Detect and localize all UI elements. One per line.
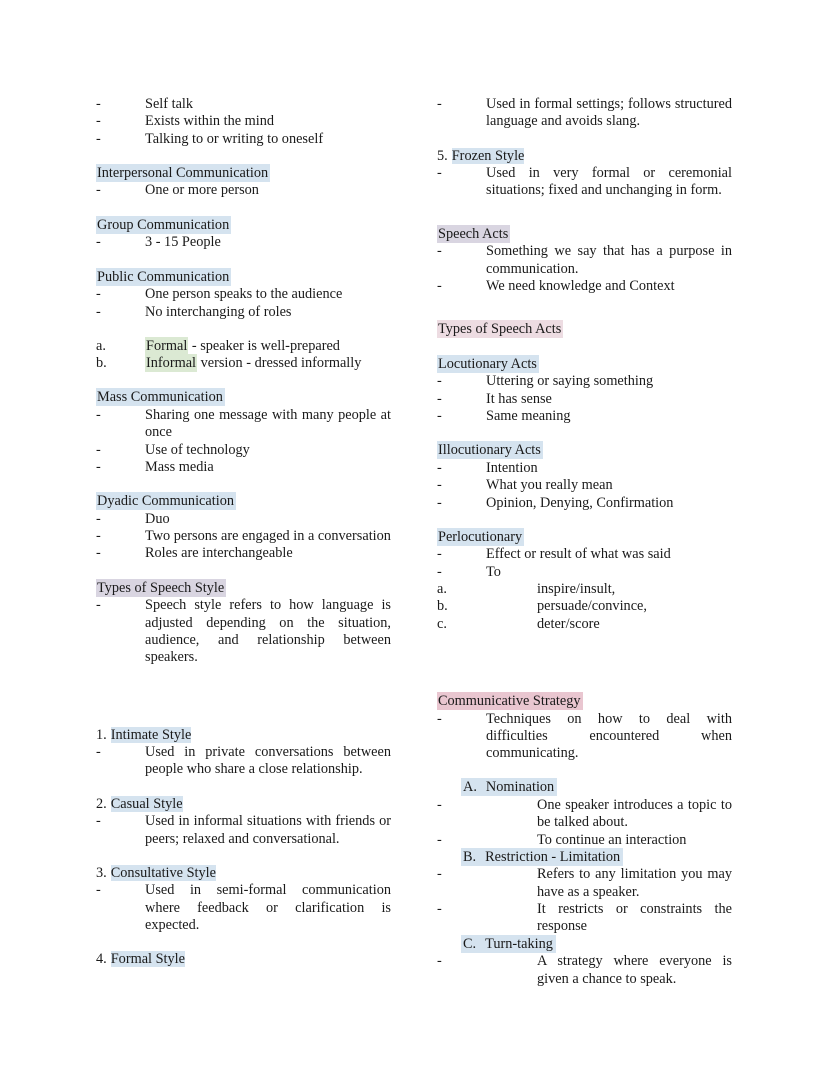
list-item-text: Talking to or writing to oneself xyxy=(145,130,324,147)
list-item-rest: version - dressed informally xyxy=(197,355,362,372)
spacer xyxy=(96,252,391,269)
list-item xyxy=(437,165,732,200)
list-item xyxy=(437,711,732,763)
heading-interpersonal-communication xyxy=(96,165,391,183)
spacer xyxy=(96,667,391,727)
list-item-text xyxy=(145,338,391,355)
dyadic-bullet-list xyxy=(96,511,391,563)
list-item xyxy=(96,744,391,779)
heading-text: Speech Acts xyxy=(438,225,509,242)
list-item-text: deter/score xyxy=(537,615,600,632)
spacer xyxy=(437,633,732,693)
list-item-text: To continue an interaction xyxy=(537,831,687,848)
dash-marker: - xyxy=(96,96,101,112)
list-item-text: Duo xyxy=(145,510,170,527)
list-item-text: Techniques on how to deal with difficulties encountered when communicating. xyxy=(486,710,732,762)
public-bullet-list xyxy=(96,286,391,321)
list-item-text: Exists within the mind xyxy=(145,113,275,130)
perlocutionary-lettered-list xyxy=(437,581,732,633)
list-item-text xyxy=(145,355,391,372)
list-item xyxy=(96,131,391,148)
spacer xyxy=(437,200,732,226)
dash-marker: - xyxy=(96,234,101,251)
list-item-text: One or more person xyxy=(145,182,259,199)
heading-frozen-style xyxy=(437,148,732,166)
dash-marker: - xyxy=(96,510,101,527)
spacer xyxy=(437,131,732,148)
style-number: 5. xyxy=(437,147,448,164)
formal-style-bullet-list xyxy=(437,96,732,131)
list-item xyxy=(437,581,732,598)
letter-marker: a. xyxy=(437,581,447,598)
dash-marker: - xyxy=(96,441,101,458)
heading-mass-communication xyxy=(96,389,391,407)
list-item-text: Used in semi-formal communication where feedback or clarification is expected. xyxy=(145,882,391,934)
dash-marker: - xyxy=(437,477,442,494)
list-item xyxy=(96,304,391,321)
speech-acts-bullet-list xyxy=(437,243,732,295)
public-lettered-list xyxy=(96,338,391,373)
list-item xyxy=(437,901,732,936)
list-item-text: No interchanging of roles xyxy=(145,303,292,320)
heading-text: Public Communication xyxy=(97,268,230,285)
list-item-text: Sharing one message with many people at once xyxy=(145,407,391,441)
dash-marker: - xyxy=(96,528,101,545)
list-item xyxy=(437,832,732,849)
letter-marker: b. xyxy=(96,355,107,372)
heading-text: Locutionary Acts xyxy=(438,355,537,372)
dash-marker: - xyxy=(437,243,442,260)
list-item-text: Uttering or saying something xyxy=(486,373,654,390)
dash-marker: - xyxy=(437,96,442,112)
right-column xyxy=(437,96,732,988)
list-item xyxy=(96,528,391,545)
dash-marker: - xyxy=(437,390,442,407)
heading-speech-acts xyxy=(437,226,732,244)
heading-dyadic-communication xyxy=(96,493,391,511)
strategy-letter: C. xyxy=(463,935,477,952)
strategy-label xyxy=(461,848,623,866)
locutionary-bullet-list xyxy=(437,373,732,425)
heading-types-of-speech-acts xyxy=(437,321,732,339)
spacer xyxy=(437,425,732,442)
list-item xyxy=(96,545,391,562)
list-item xyxy=(96,882,391,934)
dash-marker: - xyxy=(437,165,442,182)
spacer xyxy=(96,779,391,796)
dash-marker: - xyxy=(96,303,101,320)
list-item-rest: - speaker is well-prepared xyxy=(188,337,340,354)
spacer xyxy=(437,339,732,356)
list-item xyxy=(437,460,732,477)
heading-text: Frozen Style xyxy=(451,147,525,164)
heading-text: Illocutionary Acts xyxy=(438,442,541,459)
restriction-bullet-list xyxy=(437,866,732,935)
style-number: 1. xyxy=(96,726,107,743)
spacer xyxy=(437,762,732,779)
spacer xyxy=(96,321,391,338)
strategy-name: Restriction - Limitation xyxy=(485,848,621,865)
dash-marker: - xyxy=(96,130,101,147)
list-item xyxy=(96,182,391,199)
mass-bullet-list xyxy=(96,407,391,476)
list-item xyxy=(437,866,732,901)
list-item-text: Speech style refers to how language is adjusted depending on the situation, audience, and relationship between speakers. xyxy=(145,597,391,666)
list-item xyxy=(96,355,391,372)
dash-marker: - xyxy=(437,494,442,511)
types-of-speech-style-bullet-list xyxy=(96,597,391,666)
intimate-style-bullet-list xyxy=(96,744,391,779)
highlighted-term: Informal xyxy=(146,355,197,372)
list-item-text: One speaker introduces a topic to be talked about. xyxy=(537,796,732,831)
list-item-text: Roles are interchangeable xyxy=(145,545,293,562)
heading-communicative-strategy xyxy=(437,693,732,711)
list-item xyxy=(96,407,391,442)
list-item xyxy=(437,616,732,633)
consultative-style-bullet-list xyxy=(96,882,391,934)
strategy-label xyxy=(461,935,556,953)
dash-marker: - xyxy=(437,710,442,727)
list-item-text: Self talk xyxy=(145,96,194,112)
heading-text: Communicative Strategy xyxy=(438,692,581,709)
dash-marker: - xyxy=(96,882,101,899)
dash-marker: - xyxy=(437,796,442,813)
style-number: 3. xyxy=(96,864,107,881)
dash-marker: - xyxy=(96,286,101,303)
dash-marker: - xyxy=(437,373,442,390)
dash-marker: - xyxy=(96,113,101,130)
list-item xyxy=(96,442,391,459)
heading-text: Intimate Style xyxy=(110,726,192,743)
list-item-text: Effect or result of what was said xyxy=(486,546,671,563)
heading-text: Mass Communication xyxy=(97,389,223,406)
heading-text: Group Communication xyxy=(97,216,230,233)
heading-text: Dyadic Communication xyxy=(97,493,234,510)
spacer xyxy=(437,512,732,529)
heading-text: Casual Style xyxy=(110,795,183,812)
list-item xyxy=(437,495,732,512)
dash-marker: - xyxy=(437,563,442,580)
heading-intimate-style xyxy=(96,727,391,745)
spacer xyxy=(96,563,391,580)
heading-text: Perlocutionary xyxy=(438,528,523,545)
list-item xyxy=(96,597,391,666)
heading-text: Formal Style xyxy=(110,951,185,968)
dash-marker: - xyxy=(437,831,442,848)
strategy-name: Turn-taking xyxy=(485,935,553,952)
dash-marker: - xyxy=(96,545,101,562)
list-item-text: Used in private conversations between people who share a close relationship. xyxy=(145,744,391,778)
turn-taking-bullet-list xyxy=(437,953,732,988)
dash-marker: - xyxy=(96,813,101,830)
list-item xyxy=(437,797,732,832)
highlighted-term: Formal xyxy=(146,337,188,354)
dash-marker: - xyxy=(96,407,101,424)
list-item-text: Used in formal settings; follows structured language and avoids slang. xyxy=(486,96,732,130)
nomination-bullet-list xyxy=(437,797,732,849)
list-item-text: Used in informal situations with friends or peers; relaxed and conversational. xyxy=(145,813,391,847)
list-item-text: One person speaks to the audience xyxy=(145,286,343,303)
letter-marker: a. xyxy=(96,337,106,354)
list-item-text: 3 - 15 People xyxy=(145,234,221,251)
interpersonal-bullet-list xyxy=(96,182,391,199)
spacer xyxy=(96,148,391,165)
list-item xyxy=(96,96,391,113)
list-item xyxy=(437,477,732,494)
list-item xyxy=(96,511,391,528)
spacer xyxy=(96,200,391,217)
heading-text: Interpersonal Communication xyxy=(97,164,269,181)
list-item xyxy=(437,243,732,278)
list-item-text: Refers to any limitation you may have as a speaker. xyxy=(537,866,732,900)
list-item xyxy=(96,286,391,303)
dash-marker: - xyxy=(437,459,442,476)
dash-marker: - xyxy=(437,546,442,563)
heading-public-communication xyxy=(96,269,391,287)
casual-style-bullet-list xyxy=(96,813,391,848)
list-item-text: Something we say that has a purpose in communication. xyxy=(486,243,732,277)
list-item-text: We need knowledge and Context xyxy=(486,277,675,294)
heading-strategy-nomination xyxy=(437,779,732,797)
strategy-label xyxy=(461,778,557,796)
list-item-text: To xyxy=(486,563,501,580)
list-item xyxy=(437,278,732,295)
heading-text: Consultative Style xyxy=(110,864,216,881)
spacer xyxy=(96,372,391,389)
dash-marker: - xyxy=(437,408,442,425)
style-number: 4. xyxy=(96,951,107,968)
strategy-name: Nomination xyxy=(485,779,555,796)
list-item xyxy=(437,546,732,563)
list-item xyxy=(96,234,391,251)
dash-marker: - xyxy=(437,277,442,294)
list-item-text: It has sense xyxy=(486,390,552,407)
illocutionary-bullet-list xyxy=(437,460,732,512)
list-item-text: persuade/convince, xyxy=(537,598,647,615)
dash-marker: - xyxy=(437,901,442,918)
list-item xyxy=(437,564,732,581)
group-bullet-list xyxy=(96,234,391,251)
dash-marker: - xyxy=(96,597,101,614)
strategy-letter: B. xyxy=(463,848,477,865)
list-item-text: A strategy where everyone is given a chance to speak. xyxy=(537,953,732,987)
heading-strategy-restriction xyxy=(437,849,732,867)
strategy-letter: A. xyxy=(463,779,477,796)
heading-text: Types of Speech Acts xyxy=(438,321,562,338)
list-item xyxy=(437,96,732,131)
heading-text: Types of Speech Style xyxy=(97,579,225,596)
style-number: 2. xyxy=(96,795,107,812)
heading-strategy-turn-taking xyxy=(437,936,732,954)
spacer xyxy=(96,848,391,865)
dash-marker: - xyxy=(437,953,442,970)
list-item xyxy=(96,459,391,476)
list-item-text: inspire/insult, xyxy=(537,581,616,598)
heading-formal-style xyxy=(96,951,391,969)
heading-group-communication xyxy=(96,217,391,235)
heading-consultative-style xyxy=(96,865,391,883)
spacer xyxy=(96,934,391,951)
frozen-style-bullet-list xyxy=(437,165,732,200)
heading-illocutionary-acts xyxy=(437,442,732,460)
spacer xyxy=(437,295,732,321)
list-item-text: Intention xyxy=(486,459,538,476)
list-item xyxy=(96,813,391,848)
dash-marker: - xyxy=(96,744,101,761)
list-item-text: Opinion, Denying, Confirmation xyxy=(486,494,674,511)
left-column xyxy=(96,96,391,969)
dash-marker: - xyxy=(96,458,101,475)
list-item-text: Two persons are engaged in a conversation xyxy=(145,528,391,545)
list-item xyxy=(437,373,732,390)
list-item-text: It restricts or constraints the response xyxy=(537,901,732,935)
letter-marker: b. xyxy=(437,598,448,615)
list-item xyxy=(437,953,732,988)
letter-marker: c. xyxy=(437,615,447,632)
heading-casual-style xyxy=(96,796,391,814)
spacer xyxy=(96,476,391,493)
list-item xyxy=(96,338,391,355)
list-item xyxy=(96,113,391,130)
list-item xyxy=(437,391,732,408)
heading-perlocutionary xyxy=(437,529,732,547)
list-item xyxy=(437,598,732,615)
dash-marker: - xyxy=(96,182,101,199)
list-item-text: Use of technology xyxy=(145,441,250,458)
list-item-text: Same meaning xyxy=(486,408,571,425)
list-item xyxy=(437,408,732,425)
list-item-text: Used in very formal or ceremonial situations; fixed and unchanging in form. xyxy=(486,165,732,199)
dash-marker: - xyxy=(437,866,442,883)
intrapersonal-bullet-list xyxy=(96,96,391,148)
heading-types-of-speech-style xyxy=(96,580,391,598)
perlocutionary-bullet-list xyxy=(437,546,732,581)
list-item-text: What you really mean xyxy=(486,477,613,494)
heading-locutionary-acts xyxy=(437,356,732,374)
communicative-strategy-bullet-list xyxy=(437,711,732,763)
list-item-text: Mass media xyxy=(145,458,214,475)
